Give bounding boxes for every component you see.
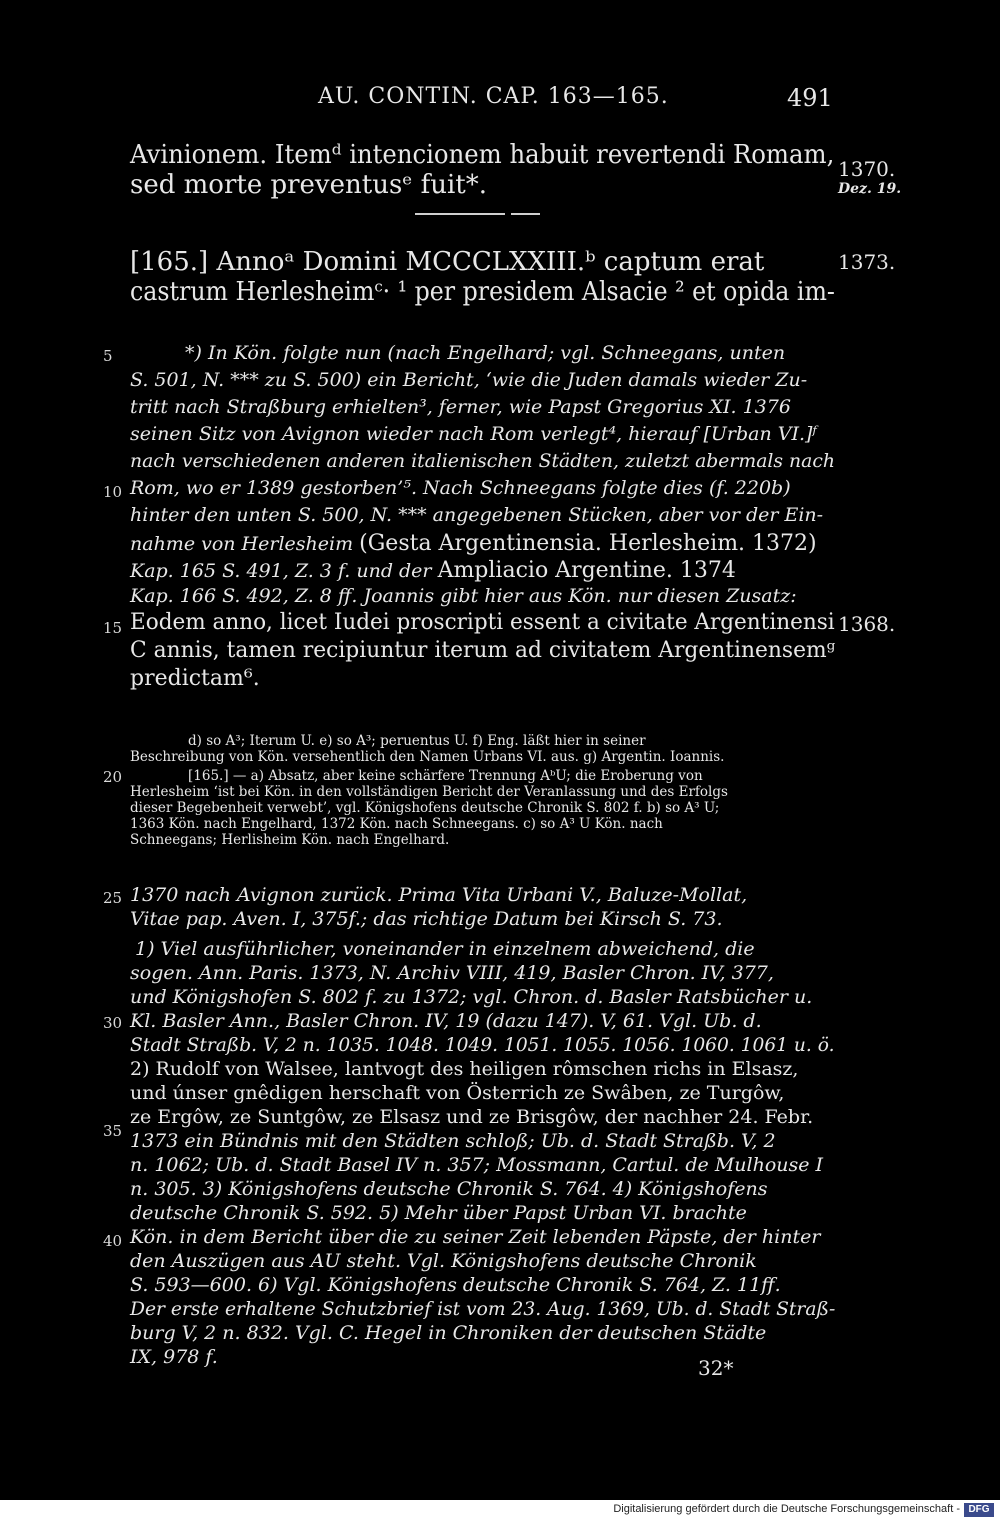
footnote-line: deutsche Chronik S. 592. 5) Mehr über Papst Urban VI. brachte: [130, 1202, 747, 1224]
line-number: 5: [103, 347, 113, 365]
footnote-line: IX, 978 f.: [130, 1346, 218, 1368]
footnote-line: Stadt Straßb. V, 2 n. 1035. 1048. 1049. 1051. 1055. 1056. 1060. 1061 u. ö.: [130, 1034, 835, 1056]
margin-date: [838, 250, 895, 274]
footnote-line: sogen. Ann. Paris. 1373, N. Archiv VIII, 419, Basler Chron. IV, 377,: [130, 962, 774, 984]
apparatus-line: Beschreibung von Kön. versehentlich den Namen Urbans VI. aus. g) Argentin. Ioannis.: [130, 749, 725, 765]
margin-date-day: Dez. 19.: [838, 181, 902, 197]
note-line: [130, 610, 835, 635]
main-text-line: sed morte preventusᵉ fuit*.: [130, 170, 488, 200]
signature-mark: 32*: [698, 1356, 734, 1380]
note-fragment: predictam⁶.: [130, 666, 260, 691]
footnote-line: 1373 ein Bündnis mit den Städten schloß; Ub. d. Stadt Straßb. V, 2: [130, 1130, 776, 1152]
footnote-line: 1370 nach Avignon zurück. Prima Vita Urbani V., Baluze-Mollat,: [130, 884, 748, 906]
footnote-line: Der erste erhaltene Schutzbrief ist vom 23. Aug. 1369, Ub. d. Stadt Straß-: [130, 1298, 836, 1320]
note-line: [130, 558, 736, 583]
footnote-line: [130, 1082, 784, 1104]
line-number: 10: [103, 483, 123, 501]
line-number: 35: [103, 1122, 123, 1140]
margin-date-year: 1368.: [838, 612, 896, 636]
line-number: 20: [103, 768, 123, 786]
note-fragment: Kap. 165 S. 491, Z. 3 f. und der: [130, 560, 432, 582]
apparatus-line: dieser Begebenheit verwebt’, vgl. Königshofens deutsche Chronik S. 802 f. b) so A³ U;: [130, 800, 720, 816]
digitization-footer: [0, 1500, 1000, 1521]
note-line: Kap. 166 S. 492, Z. 8 ff. Joannis gibt hier aus Kön. nur diesen Zusatz:: [130, 585, 797, 607]
footnote-line: [130, 1058, 798, 1080]
apparatus-line: 1363 Kön. nach Engelhard, 1372 Kön. nach Schneegans. c) so A³ U Kön. nach: [130, 816, 663, 832]
margin-date: [838, 157, 901, 197]
section-divider: [415, 213, 540, 215]
margin-date-year: 1370.: [838, 157, 896, 181]
note-line: seinen Sitz von Avignon wieder nach Rom verlegt⁴, hierauf [Urban VI.]ᶠ: [130, 423, 817, 445]
page-number: 491: [787, 84, 833, 112]
footnote-line: Vitae pap. Aven. I, 375f.; das richtige Datum bei Kirsch S. 73.: [130, 908, 723, 930]
footnote-line: S. 593—600. 6) Vgl. Königshofens deutsche Chronik S. 764, Z. 11ff.: [130, 1274, 781, 1296]
note-fragment: nahme von Herlesheim: [130, 533, 354, 555]
note-fragment: Eodem anno, licet Iudei proscripti essent a civitate Argentinensi: [130, 610, 835, 635]
main-text-line: [165.] Annoᵃ Domini MCCCLXXIII.ᵇ captum erat: [130, 247, 765, 277]
note-fragment: C annis, tamen recipiuntur iterum ad civitatem Argentinensemᵍ: [130, 638, 836, 663]
note-line: *) In Kön. folgte nun (nach Engelhard; vgl. Schneegans, unten: [185, 342, 786, 364]
footnote-fragment: 2) Rudolf von Walsee, lantvogt des heiligen rômschen richs in Elsasz,: [130, 1058, 799, 1080]
footnote-line: [130, 1106, 813, 1128]
note-fragment: Ampliacio Argentine. 1374: [437, 558, 736, 583]
note-line: [130, 638, 835, 663]
footnote-line: und Königshofen S. 802 f. zu 1372; vgl. Chron. d. Basler Ratsbücher u.: [130, 986, 813, 1008]
note-line: tritt nach Straßburg erhielten³, ferner, wie Papst Gregorius XI. 1376: [130, 396, 791, 418]
line-number: 40: [103, 1232, 123, 1250]
margin-date-year: 1373.: [838, 250, 896, 274]
footnote-line: den Auszügen aus AU steht. Vgl. Königshofens deutsche Chronik: [130, 1250, 757, 1272]
note-line: S. 501, N. *** zu S. 500) ein Bericht, ‘wie die Juden damals wieder Zu-: [130, 369, 808, 391]
apparatus-line: Herlesheim ‘ist bei Kön. in den vollständigen Bericht der Veranlassung und des Erfolgs: [130, 784, 728, 800]
apparatus-line: [165.] — a) Absatz, aber keine schärfere Trennung AᵇU; die Eroberung von: [188, 768, 703, 784]
dfg-logo[interactable]: DFG: [964, 1503, 994, 1517]
footnote-line: n. 1062; Ub. d. Stadt Basel IV n. 357; Mossmann, Cartul. de Mulhouse I: [130, 1154, 824, 1176]
main-text-line: castrum Herlesheimᶜ· ¹ per presidem Alsacie ² et opida im-: [130, 277, 835, 307]
line-number: 25: [103, 889, 123, 907]
footnote-line: n. 305. 3) Königshofens deutsche Chronik S. 764. 4) Königshofens: [130, 1178, 768, 1200]
footnote-fragment: und únser gnêdigen herschaft von Österrich ze Swâben, ze Turgôw,: [130, 1082, 785, 1104]
footnote-fragment: ze Ergôw, ze Suntgôw, ze Elsasz und ze Brisgôw, der nachher 24. Febr.: [130, 1106, 814, 1128]
running-title: AU. CONTIN. CAP. 163—165.: [318, 84, 669, 109]
note-fragment: (Gesta Argentinensia. Herlesheim. 1372): [359, 531, 817, 556]
footnote-line: Kön. in dem Bericht über die zu seiner Zeit lebenden Päpste, der hinter: [130, 1226, 821, 1248]
note-line: nach verschiedenen anderen italienischen Städten, zuletzt abermals nach: [130, 450, 835, 472]
apparatus-line: Schneegans; Herlisheim Kön. nach Engelhard.: [130, 832, 450, 848]
running-header: [0, 84, 1000, 118]
apparatus-line: d) so A³; Iterum U. e) so A³; peruentus U. f) Eng. läßt hier in seiner: [188, 733, 646, 749]
footnote-line: Kl. Basler Ann., Basler Chron. IV, 19 (dazu 147). V, 61. Vgl. Ub. d.: [130, 1010, 762, 1032]
footnote-line: burg V, 2 n. 832. Vgl. C. Hegel in Chroniken der deutschen Städte: [130, 1322, 767, 1344]
footnote-line: 1) Viel ausführlicher, voneinander in einzelnem abweichend, die: [135, 938, 755, 960]
line-number: 30: [103, 1014, 123, 1032]
funding-credit: Digitalisierung gefördert durch die Deutsche Forschungsgemeinschaft -: [613, 1503, 960, 1515]
main-text-line: Avinionem. Itemᵈ intencionem habuit revertendi Romam,: [130, 140, 835, 170]
line-number: 15: [103, 619, 123, 637]
margin-date: [838, 612, 895, 636]
note-line: Rom, wo er 1389 gestorben’⁵. Nach Schneegans folgte dies (f. 220b): [130, 477, 791, 499]
note-line: [130, 666, 260, 691]
note-line: hinter den unten S. 500, N. *** angegebenen Stücken, aber vor der Ein-: [130, 504, 824, 526]
note-line: [130, 531, 817, 556]
